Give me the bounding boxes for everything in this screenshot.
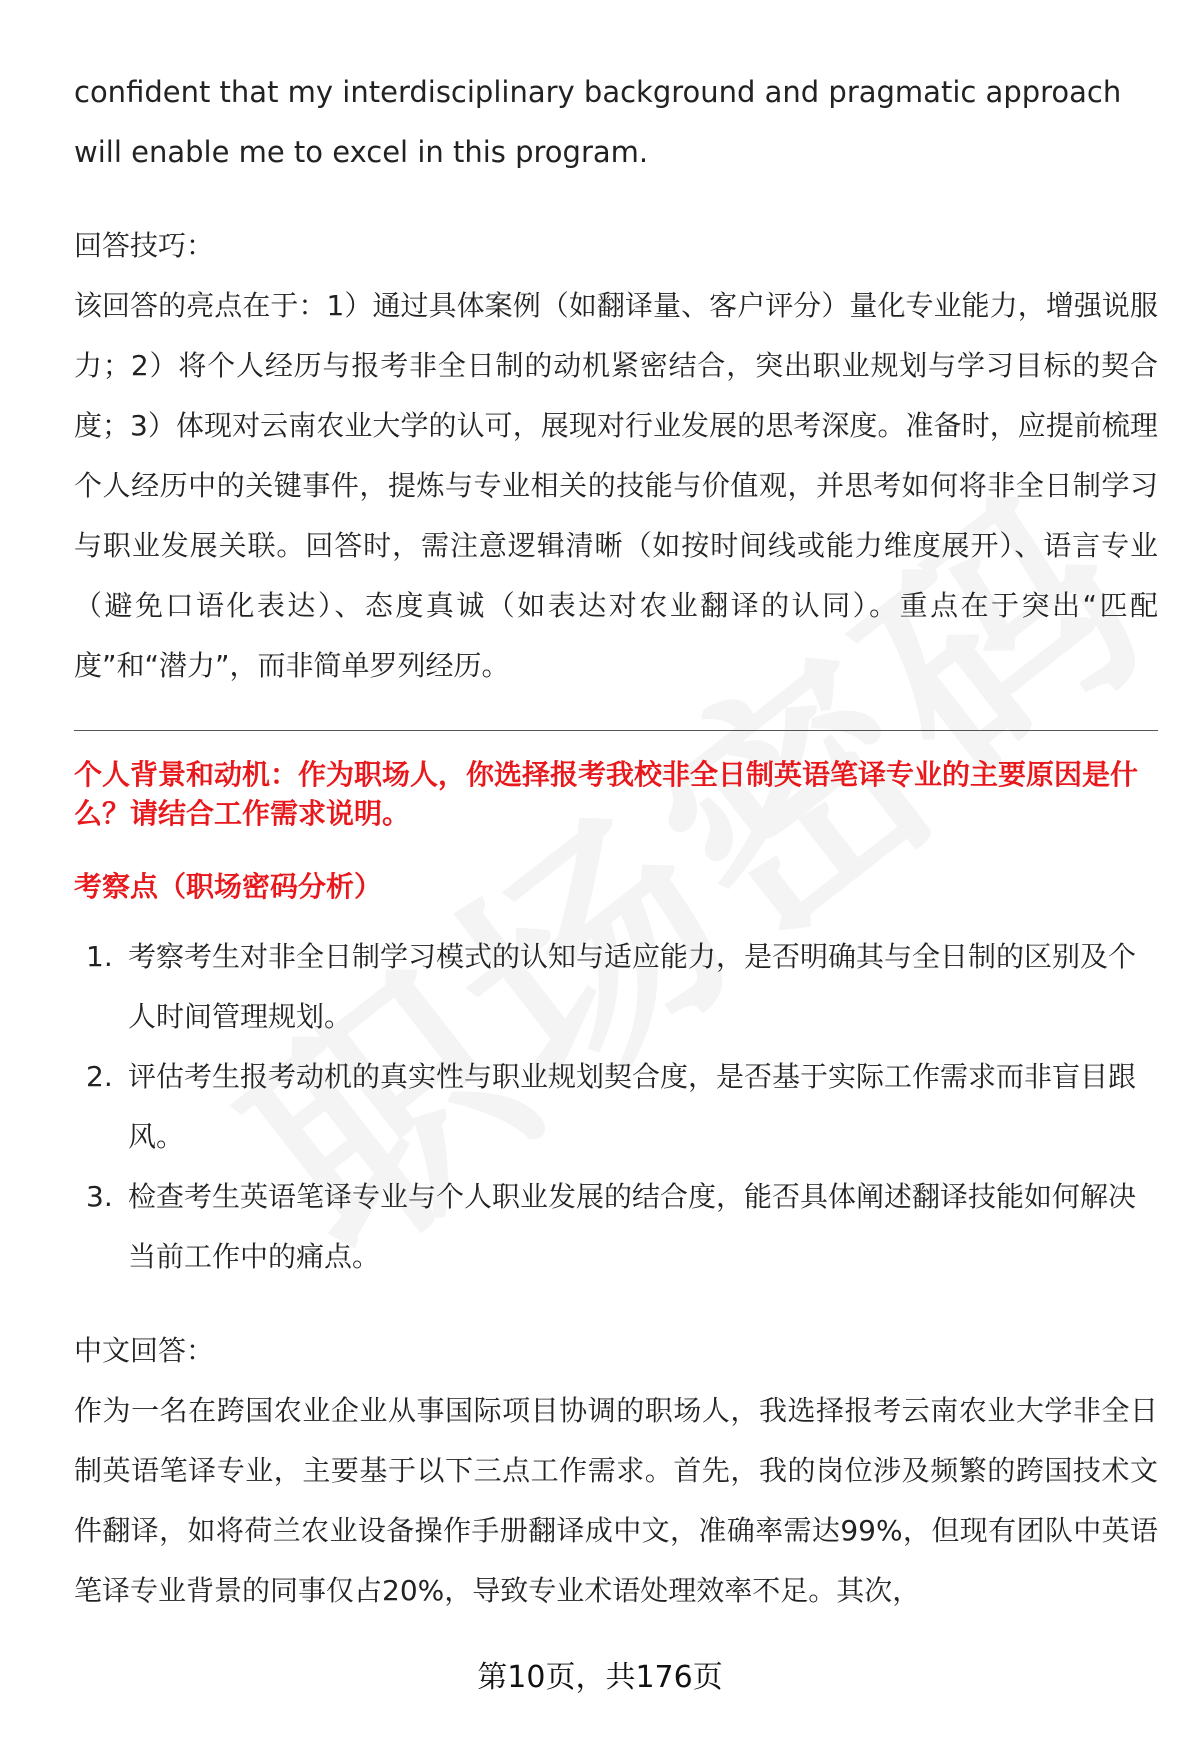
list-item bbox=[74, 927, 1158, 1047]
question-heading: 个人背景和动机：作为职场人，你选择报考我校非全日制英语笔译专业的主要原因是什么？请结合工作需求说明。 bbox=[74, 758, 1139, 830]
tips-body: 该回答的亮点在于：1）通过具体案例（如翻译量、客户评分）量化专业能力，增强说服力；2）将个人经历与报考非全日制的动机紧密结合，突出职业规划与学习目标的契合度；3）体现对云南农业大学的认可，展现对行业发展的思考深度。准备时，应提前梳理个人经历中的关键事件，提炼与专业相关的技能与价值观，并思考如何将非全日制学习与职业发展关联。回答时，需注意逻辑清晰（如按时间线或能力维度展开）、语言专业（避免口语化表达）、态度真诚（如表达对农业翻译的认同）。重点在于突出“匹配度”和“潜力”，而非简单罗列经历。 bbox=[74, 289, 1158, 682]
page-number: 第10页，共176页 bbox=[477, 1660, 723, 1695]
spacer bbox=[74, 1287, 1158, 1321]
list-item bbox=[74, 1047, 1158, 1167]
list-item-number: 1. bbox=[86, 940, 113, 973]
list-item-text: 检查考生英语笔译专业与个人职业发展的结合度，能否具体阐述翻译技能如何解决当前工作中的痛点。 bbox=[128, 1180, 1137, 1273]
list-item-text: 评估考生报考动机的真实性与职业规划契合度，是否基于实际工作需求而非盲目跟风。 bbox=[128, 1060, 1137, 1153]
exam-points-list bbox=[74, 927, 1158, 1287]
spacer bbox=[74, 182, 1158, 216]
answer-body: 作为一名在跨国农业企业从事国际项目协调的职场人，我选择报考云南农业大学非全日制英语笔译专业，主要基于以下三点工作需求。首先，我的岗位涉及频繁的跨国技术文件翻译，如将荷兰农业设备操作手册翻译成中文，准确率需达99%，但现有团队中英语笔译专业背景的同事仅占20%，导致专业术语处理效率不足。其次， bbox=[74, 1394, 1158, 1607]
list-item bbox=[74, 1167, 1158, 1287]
answer-label: 中文回答： bbox=[74, 1334, 215, 1367]
tips-label: 回答技巧： bbox=[74, 229, 215, 262]
exam-points-title: 考察点（职场密码分析） bbox=[74, 870, 383, 903]
list-item-number: 3. bbox=[86, 1180, 113, 1213]
section-divider bbox=[74, 730, 1158, 731]
list-item-number: 2. bbox=[86, 1060, 113, 1093]
previous-answer-ending: confident that my interdisciplinary background and pragmatic approach will enable me to excel in this program. bbox=[74, 75, 1122, 169]
list-item-text: 考察考生对非全日制学习模式的认知与适应能力，是否明确其与全日制的区别及个人时间管理规划。 bbox=[128, 940, 1137, 1033]
page-content bbox=[74, 62, 1158, 1621]
